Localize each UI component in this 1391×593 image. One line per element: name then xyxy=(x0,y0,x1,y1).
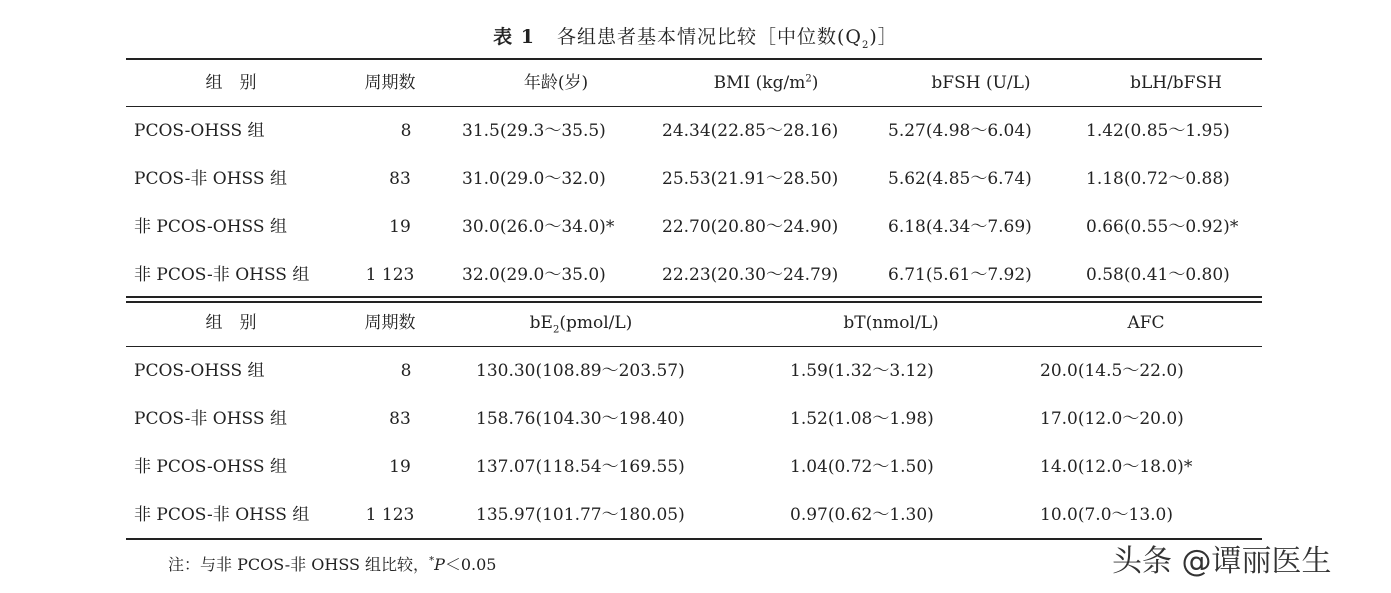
bmi-cell: 24.34(22.85～28.16) xyxy=(662,121,839,141)
bmi-cell: 22.70(20.80～24.90) xyxy=(662,217,839,237)
caption-end: )］ xyxy=(869,26,898,48)
table2-header-cycles: 周期数 xyxy=(364,313,416,333)
group-cell: 非 PCOS-非 OHSS 组 xyxy=(134,265,310,285)
be2-cell: 158.76(104.30～198.40) xyxy=(476,409,685,429)
cycles-cell: 83 xyxy=(389,409,411,429)
table2-header-row xyxy=(126,299,1262,347)
cycles-cell: 1 123 xyxy=(365,265,415,285)
table-footnote: 注：与非 PCOS-非 OHSS 组比较，*P＜0.05 xyxy=(168,555,497,574)
blh-bfsh-cell: 0.66(0.55～0.92)* xyxy=(1086,217,1239,237)
afc-cell: 20.0(14.5～22.0) xyxy=(1040,361,1184,381)
cycles-cell: 19 xyxy=(389,217,411,237)
table-label: 表 1 xyxy=(493,26,536,48)
blh-bfsh-cell: 1.18(0.72～0.88) xyxy=(1086,169,1230,189)
cycles-cell: 8 xyxy=(400,361,412,381)
age-cell: 31.0(29.0～32.0) xyxy=(462,169,606,189)
group-cell: PCOS-OHSS 组 xyxy=(134,121,265,141)
cycles-cell: 83 xyxy=(389,169,411,189)
be2-cell: 130.30(108.89～203.57) xyxy=(476,361,685,381)
table1-header-group: 组 别 xyxy=(205,73,257,93)
bt-cell: 1.59(1.32～3.12) xyxy=(790,361,934,381)
table1-header-cycles: 周期数 xyxy=(364,73,416,93)
table-row xyxy=(126,443,1262,491)
group-cell: PCOS-OHSS 组 xyxy=(134,361,265,381)
bmi-cell: 22.23(20.30～24.79) xyxy=(662,265,839,285)
bmi-cell: 25.53(21.91～28.50) xyxy=(662,169,839,189)
bfsh-cell: 6.71(5.61～7.92) xyxy=(888,265,1032,285)
cycles-cell: 8 xyxy=(400,121,412,141)
table1-header-bfsh: bFSH (U/L) xyxy=(931,73,1031,93)
group-cell: 非 PCOS-非 OHSS 组 xyxy=(134,505,310,525)
table1-header-age: 年龄(岁) xyxy=(523,73,589,93)
group-cell: PCOS-非 OHSS 组 xyxy=(134,169,287,189)
table-row xyxy=(126,251,1262,299)
age-cell: 30.0(26.0～34.0)* xyxy=(462,217,615,237)
table2-header-group: 组 别 xyxy=(205,313,257,333)
bt-cell: 1.52(1.08～1.98) xyxy=(790,409,934,429)
watermark: 头条 @谭丽医生 xyxy=(1112,544,1332,579)
cycles-cell: 19 xyxy=(389,457,411,477)
bfsh-cell: 5.27(4.98～6.04) xyxy=(888,121,1032,141)
caption-subscript: 2 xyxy=(862,39,870,51)
table-row xyxy=(126,395,1262,443)
table-row xyxy=(126,491,1262,539)
table-row xyxy=(126,107,1262,155)
afc-cell: 17.0(12.0～20.0) xyxy=(1040,409,1184,429)
cycles-cell: 1 123 xyxy=(365,505,415,525)
age-cell: 32.0(29.0～35.0) xyxy=(462,265,606,285)
table1-header-bmi: BMI $(kg/m^2)$ xyxy=(713,73,819,93)
table1-header-row xyxy=(126,59,1262,107)
table2-header-bt: bT(nmol/L) xyxy=(843,313,939,333)
caption-text: 各组患者基本情况比较［中位数(Q xyxy=(557,26,863,48)
group-cell: PCOS-非 OHSS 组 xyxy=(134,409,287,429)
table2-header-afc: AFC xyxy=(1127,313,1165,333)
table2-header-be2: $bE_2(pmol/L)$ xyxy=(529,313,633,336)
bfsh-cell: 6.18(4.34～7.69) xyxy=(888,217,1032,237)
afc-cell: 10.0(7.0～13.0) xyxy=(1040,505,1174,525)
table-row xyxy=(126,203,1262,251)
be2-cell: 135.97(101.77～180.05) xyxy=(476,505,685,525)
table1-header-blh-bfsh: bLH/bFSH xyxy=(1130,73,1222,93)
group-cell: 非 PCOS-OHSS 组 xyxy=(134,457,287,477)
afc-cell: 14.0(12.0～18.0)* xyxy=(1040,457,1193,477)
bt-cell: 0.97(0.62～1.30) xyxy=(790,505,934,525)
table-row xyxy=(126,155,1262,203)
bt-cell: 1.04(0.72～1.50) xyxy=(790,457,934,477)
bfsh-cell: 5.62(4.85～6.74) xyxy=(888,169,1032,189)
age-cell: 31.5(29.3～35.5) xyxy=(462,121,606,141)
blh-bfsh-cell: 1.42(0.85～1.95) xyxy=(1086,121,1230,141)
blh-bfsh-cell: 0.58(0.41～0.80) xyxy=(1086,265,1230,285)
table-row xyxy=(126,347,1262,395)
table-caption xyxy=(0,22,1391,49)
group-cell: 非 PCOS-OHSS 组 xyxy=(134,217,287,237)
be2-cell: 137.07(118.54～169.55) xyxy=(476,457,685,477)
